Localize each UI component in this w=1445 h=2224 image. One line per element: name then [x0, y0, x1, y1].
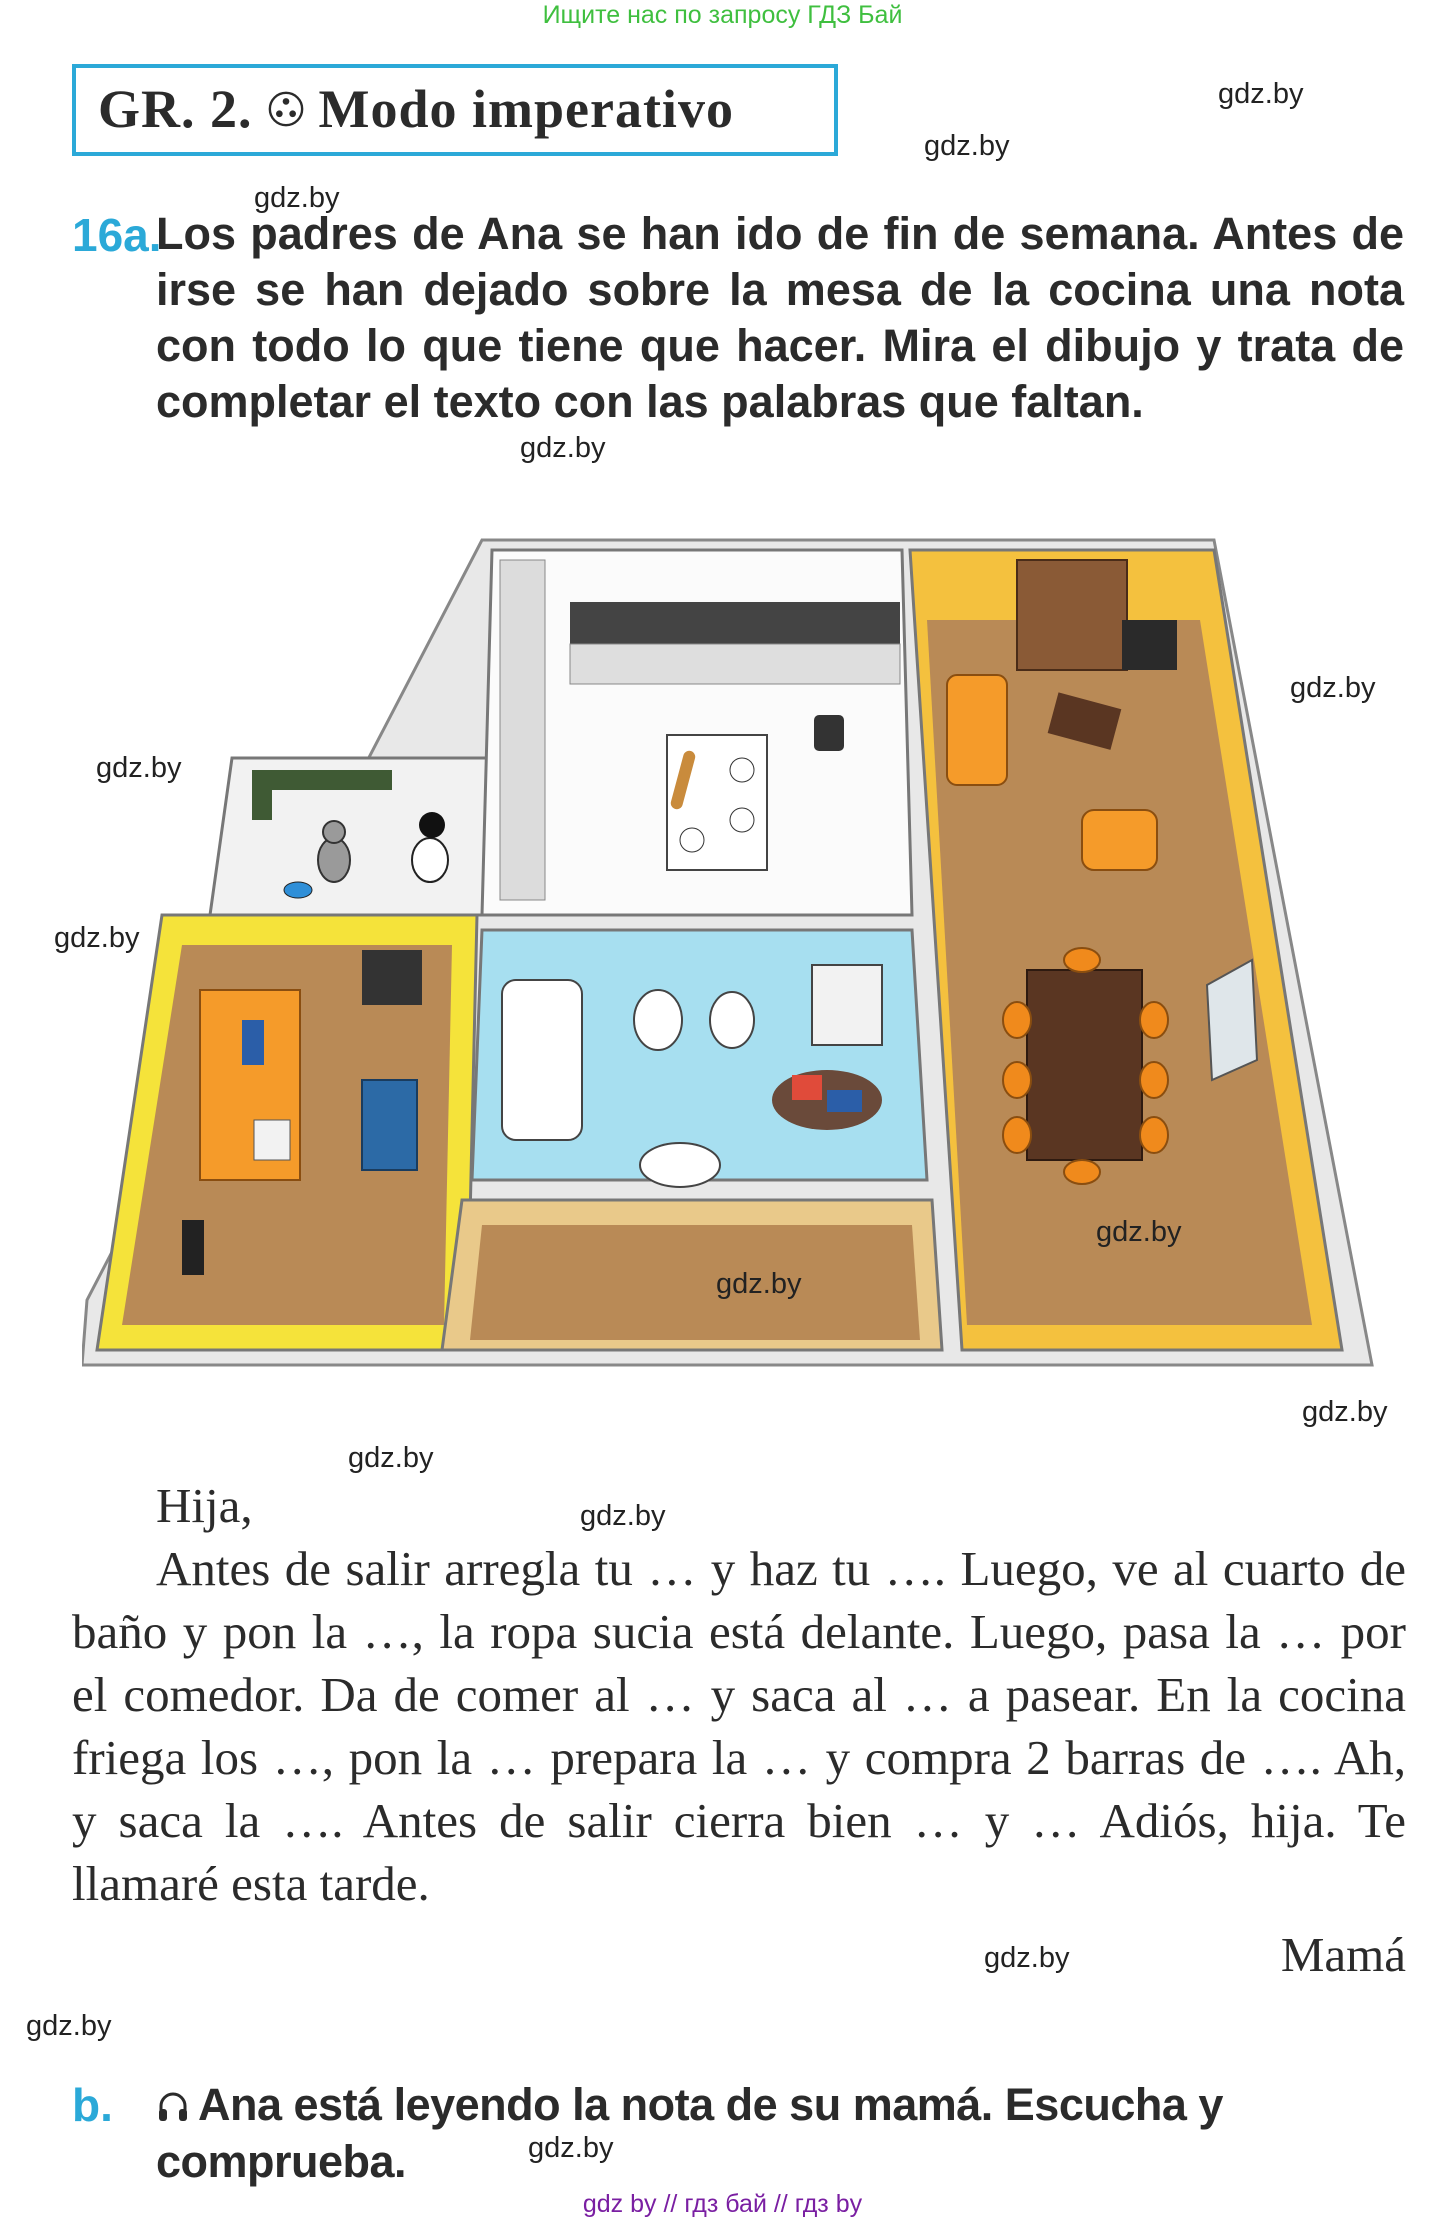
top-banner[interactable]: Ищите нас по запросу ГДЗ Бай — [542, 1, 903, 29]
exercise-b-instructions — [156, 2076, 1406, 2190]
watermark: gdz.by — [520, 432, 606, 464]
bathtub — [502, 980, 582, 1140]
exercise-b-label: b. — [72, 2079, 113, 2131]
washing-machine — [812, 965, 882, 1045]
watermark: gdz.by — [924, 130, 1010, 162]
watermark: gdz.by — [1302, 1396, 1388, 1428]
cat-icon — [318, 821, 350, 882]
watermark: gdz.by — [1218, 78, 1304, 110]
exercise-number: 16a. — [72, 209, 162, 261]
dining-table — [1027, 970, 1142, 1160]
watermark: gdz.by — [254, 182, 340, 214]
section-title: Modo imperativo — [318, 79, 734, 139]
watermark: gdz.by — [528, 2132, 614, 2164]
kitchen-counter — [570, 602, 900, 644]
mom-note — [72, 1474, 1406, 1986]
trash-bin — [814, 715, 844, 751]
toilet — [634, 990, 682, 1050]
kitchen-cabinets — [570, 644, 900, 684]
bedroom-furniture — [362, 950, 422, 1005]
grammar-icon — [267, 90, 305, 128]
watermark: gdz.by — [984, 1942, 1070, 1974]
watermark: gdz.by — [1096, 1216, 1182, 1248]
watermark: gdz.by — [348, 1442, 434, 1474]
watermark: gdz.by — [716, 1268, 802, 1300]
kitchen-left-cabinets — [500, 560, 545, 900]
speaker — [182, 1220, 204, 1275]
desk — [362, 1080, 417, 1170]
note-signature: Mamá — [1280, 1927, 1406, 1982]
hallway-floor — [470, 1225, 920, 1340]
watermark: gdz.by — [96, 752, 182, 784]
bidet — [710, 992, 754, 1048]
watermark: gdz.by — [1290, 672, 1376, 704]
note-body: Antes de salir arregla tu … y haz tu …. Luego, ve al cuarto de baño y pon la …, la ropa sucia está delante. Luego, pasa la … por el comedor. Da de comer al … y saca al … a pasear. En la cocina friega los …, pon la … prepara la … y compra 2 barras de …. Ah, y saca la …. Antes de salir cierra bien … y … Adiós, hija. Te llamaré esta tarde. — [72, 1541, 1406, 1911]
pet-bowl — [284, 882, 312, 898]
watermark: gdz.by — [26, 2010, 112, 2042]
watermark: gdz.by — [580, 1500, 666, 1532]
section-header — [98, 78, 734, 140]
exercise-b-text: Ana está leyendo la nota de su mamá. Escucha y comprueba. — [156, 2079, 1223, 2187]
sofa — [947, 675, 1007, 785]
armchair — [1082, 810, 1157, 870]
plate — [680, 828, 704, 852]
bookshelf — [1017, 560, 1127, 670]
washbasin — [640, 1143, 720, 1187]
jeans — [242, 1020, 264, 1065]
headphones-icon — [156, 2090, 190, 2124]
plate — [730, 758, 754, 782]
shirt — [254, 1120, 290, 1160]
watermark: gdz.by — [54, 922, 140, 954]
exercise-instructions: Los padres de Ana se han ido de fin de semana. Antes de irse se han dejado sobre la mesa de la cocina una nota con todo lo que tiene que hacer. Mira el dibujo y trata de completar el texto con las palabras que faltan. — [156, 208, 1404, 427]
dirty-laundry-pile — [772, 1070, 882, 1130]
note-salutation: Hija, — [156, 1478, 253, 1533]
plate — [730, 808, 754, 832]
section-number: GR. 2. — [98, 79, 253, 139]
tv — [1122, 620, 1177, 670]
footer-links[interactable]: gdz by // гдз бай // гдз by — [582, 2190, 863, 2218]
